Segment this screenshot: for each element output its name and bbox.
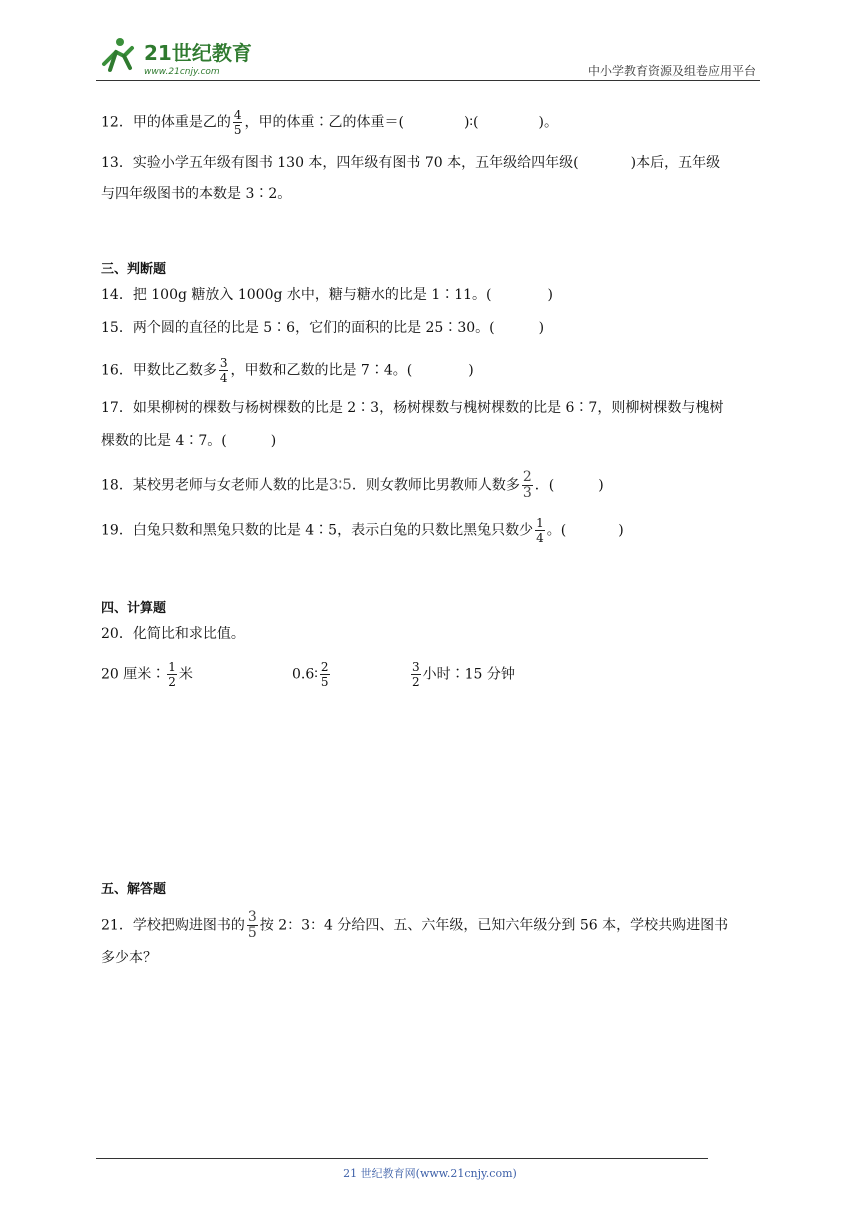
footer-link[interactable]: 21 世纪教育网(www.21cnjy.com) — [343, 1167, 517, 1180]
question-21-line1: 21．学校把购进图书的 $\frac{3}{5}$ 按 2：3：4 分给四、五、六年级，已知六年级分到 56 本，学校共购进图书 — [101, 909, 729, 941]
header-divider — [96, 80, 760, 81]
fraction: $\frac{3}{5}$ — [247, 909, 257, 941]
question-20-title: 20．化简比和求比值。 — [101, 626, 245, 642]
question-16: 16．甲数比乙数多 $\frac{3}{4}$ ，甲数和乙数的比是 7∶4。( ) — [101, 356, 474, 385]
expression-2: 0.6∶ $\frac{2}{5}$ — [292, 660, 329, 689]
fraction: $\frac{3}{4}$ — [219, 356, 228, 385]
fraction: $\frac{2}{3}$ — [522, 469, 532, 501]
fraction: $\frac{3}{2}$ — [412, 660, 420, 689]
question-19: 19．白兔只数和黑兔只数的比是 4∶5，表示白兔的只数比黑兔只数少 $\frac{1}{4}$ 。( ) — [101, 516, 624, 545]
question-13-line1: 13．实验小学五年级有图书 130 本，四年级有图书 70 本，五年级给四年级( )本后，五年级 — [101, 155, 721, 171]
section-heading-calculation: 四、计算题 — [101, 601, 167, 616]
fraction: $\frac{4}{5}$ — [233, 108, 242, 137]
platform-title: 中小学教育资源及组卷应用平台 — [587, 64, 756, 78]
question-17-line1: 17．如果柳树的棵数与杨树棵数的比是 2∶3，杨树棵数与槐树棵数的比是 6∶7，则柳树棵数与槐树 — [101, 400, 724, 416]
question-15: 15．两个圆的直径的比是 5∶6，它们的面积的比是 25∶30。( ) — [101, 320, 545, 336]
expression-1: 20 厘米∶ $\frac{1}{2}$ 米 — [101, 660, 193, 689]
svg-text:www.21cnjy.com: www.21cnjy.com — [144, 67, 220, 77]
question-14: 14．把 100g 糖放入 1000g 水中，糖与糖水的比是 1∶11。( ) — [101, 287, 553, 303]
question-21-line2: 多少本？ — [101, 950, 157, 966]
runner-icon — [104, 38, 132, 70]
footer-divider — [96, 1158, 708, 1159]
section-heading-answer: 五、解答题 — [101, 882, 167, 897]
fraction: $\frac{1}{2}$ — [168, 660, 176, 689]
site-logo — [96, 34, 266, 78]
fraction: $\frac{2}{5}$ — [320, 660, 329, 689]
svg-text:21世纪教育: 21世纪教育 — [144, 41, 252, 65]
question-18: 18．某校男老师与女老师人数的比是3∶5．则女教师比男教师人数多 $\frac{2}{3}$ ．( ) — [101, 469, 604, 501]
question-17-line2: 棵数的比是 4∶7。( ) — [101, 433, 277, 449]
question-12: 12．甲的体重是乙的 $\frac{4}{5}$ ，甲的体重∶乙的体重＝( )∶( )。 — [101, 108, 558, 137]
question-13-line2: 与四年级图书的本数是 3∶2。 — [101, 186, 292, 202]
fraction: $\frac{1}{4}$ — [536, 516, 544, 545]
expression-3: $\frac{3}{2}$ 小时∶15 分钟 — [412, 660, 515, 689]
section-heading-judgement: 三、判断题 — [101, 262, 167, 277]
